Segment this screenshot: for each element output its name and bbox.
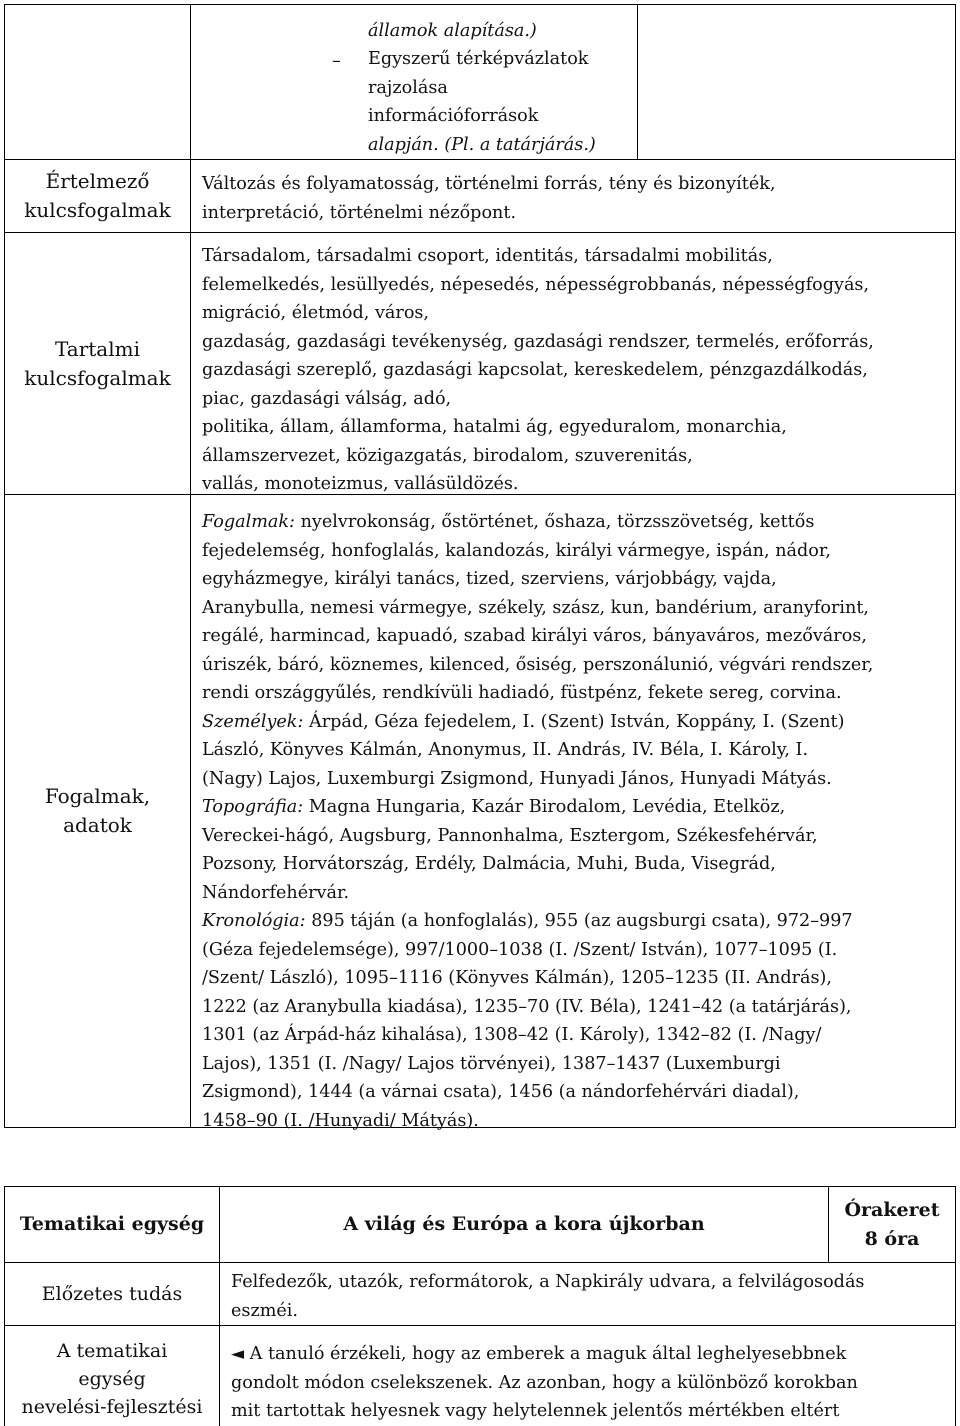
orakeret-label: Órakeret xyxy=(844,1198,940,1221)
szemelyek-heading: Személyek: xyxy=(202,711,304,732)
dash-bullet: – xyxy=(332,51,341,71)
nevelesi-text: ◄ A tanuló érzékeli, hogy az emberek a maguk által leghelyesebbnek gondolt módon cselekszenek. Az azonban, hogy a különböző korokban mit tartottak helyesnek vagy helytelennek jelentős mértékben eltért xyxy=(231,1344,858,1421)
ertelmezo-label: Értelmező kulcsfogalmak xyxy=(24,169,171,222)
nevelesi-label: A tematikai egység nevelési-fejlesztési xyxy=(21,1340,203,1418)
arrow-left-icon: ◄ xyxy=(231,1344,245,1364)
tematikai-label: Tematikai egység xyxy=(19,1213,205,1235)
cont-line-1: államok alapítása.) xyxy=(368,21,537,41)
elozetes-text: Felfedezők, utazók, reformátorok, a Napkirály udvara, a felvilágosodás eszméi. xyxy=(231,1272,865,1321)
tartalmi-label: Tartalmi kulcsfogalmak xyxy=(24,336,171,390)
cont-row-right-cell xyxy=(637,4,956,160)
unit-title: A világ és Európa a kora újkorban xyxy=(343,1213,705,1235)
orakeret xyxy=(828,1186,956,1263)
ertelmezo-text: Változás és folyamatosság, történelmi forrás, tény és bizonyíték, interpretáció, történelmi nézőpont. xyxy=(202,174,776,223)
cont-bullet-text: Egyszerű térképvázlatok rajzolása információforrások alapján. (Pl. a tatárjárás.) xyxy=(368,49,596,155)
fogalmak-text: Fogalmak: nyelvrokonság, őstörténet, őshaza, törzsszövetség, kettős fejedelemség, honfoglalás, kalandozás, királyi vármegye, ispán, nádor, egyházmegye, királyi tanács, tized, szerviens, várjobbágy, vajda, Aranybulla, nemesi vármegye, székely, szász, kun, bandérium, aranyforint, regálé, harmincad, kapuadó, szabad királyi város, bányaváros, mezőváros, úriszék, báró, köznemes, kilenced, ősiség, perszonálunió, végvári rendszer, rendi országgyűlés, rendkívüli hadiadó, füstpénz, fekete sereg, corvina. Személyek: Árpád, Géza fejedelem, I. (Szent) István, Koppány, I. (Szent) László, Könyves Kálmán, Anonymus, II. András, IV. Béla, I. Károly, I. (Nagy) Lajos, Luxemburgi Zsigmond, Hunyadi János, Hunyadi Mátyás. Topográfia: Magna Hungaria, Kazár Birodalom, Levédia, Etelköz, Vereckei-hágó, Augsburg, Pannonhalma, Esztergom, Székesfehérvár, Pozsony, Horvátország, Erdély, Dalmácia, Muhi, Buda, Visegrád, Nándorfehérvár. Kronológia: 895 táján (a honfoglalás), 955 (az augsburgi csata), 972–997 (Géza fejedelemsége), 997/1000–1038 (I. /Szent/ István), 1077–1095 (I. /Szent/ László), 1095–1116 (Könyves Kálmán), 1205–1235 (II. András), 1222 (az Aranybulla kiadása), 1235–70 (IV. Béla), 1241–42 (a tatárjárás), 1301 (az Árpád-ház kihalása), 1308–42 (I. Károly), 1342–82 (I. /Nagy/ Lajos), 1351 (I. /Nagy/ Lajos törvényei), 1387–1437 (Luxemburgi Zsigmond), 1444 (a várnai csata), 1456 (a nándorfehérvári diadal), 1458–90 (I. /Hunyadi/ Mátyás). xyxy=(202,512,874,1131)
cont-row-left-cell xyxy=(4,4,191,160)
topografia-heading: Topográfia: xyxy=(202,797,304,817)
orakeret-value: 8 óra xyxy=(864,1227,920,1250)
fogalmak-label: Fogalmak, adatok xyxy=(44,784,151,837)
fogalmak-heading: Fogalmak: xyxy=(202,512,295,532)
elozetes-label: Előzetes tudás xyxy=(41,1282,183,1305)
kronologia-heading: Kronológia: xyxy=(202,911,306,931)
tartalmi-text: Társadalom, társadalmi csoport, identitás, társadalmi mobilitás, felemelkedés, lesüllyedés, népesedés, népességrobbanás, népességfogyás, migráció, életmód, város, gazdaság, gazdasági tevékenység, gazdasági rendszer, termelés, erőforrás, gazdasági szereplő, gazdasági kapcsolat, kereskedelem, pénzgazdálkodás, piac, gazdasági válság, adó, politika, állam, államforma, hatalmi ág, egyeduralom, monarchia, államszervezet, közigazgatás, birodalom, szuverenitás, vallás, monoteizmus, vallásüldözés. xyxy=(202,246,874,494)
